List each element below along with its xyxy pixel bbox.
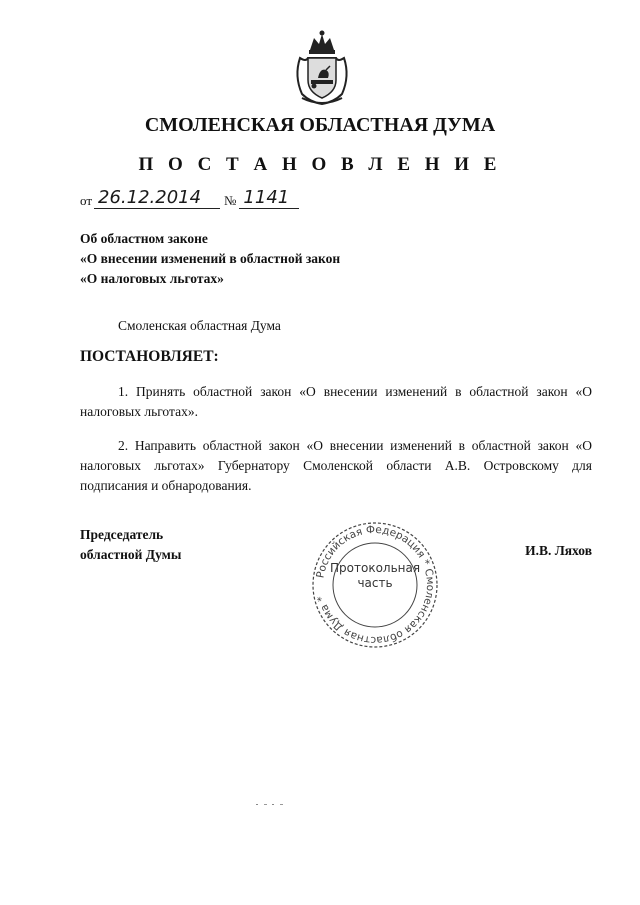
stamp-inner-line: Протокольная [330, 561, 421, 575]
stamp-inner-text [330, 561, 420, 591]
date-from-label: от [80, 193, 93, 208]
signatory-title [80, 525, 181, 565]
smolensk-coat-of-arms-icon [292, 28, 352, 106]
signatory-name: И.В. Ляхов [525, 543, 592, 558]
preamble: Смоленская областная Дума [118, 318, 281, 333]
number-label: № [224, 193, 237, 208]
handwritten-date: 26.12.2014 [94, 188, 220, 209]
subject-line: «О налоговых льготах» [80, 271, 224, 286]
subject-line: «О внесении изменений в областной закон [80, 251, 341, 266]
handwritten-number: 1141 [239, 188, 299, 209]
stamp-ring-text: Российская Федерация * Смоленская областная Дума * [314, 523, 437, 647]
subject-block [80, 229, 340, 289]
organization-title: СМОЛЕНСКАЯ ОБЛАСТНАЯ ДУМА [144, 114, 496, 136]
scan-specks [256, 794, 286, 798]
document-type: П О С Т А Н О В Л Е Н И Е [138, 154, 502, 175]
paragraph-2: 2. Направить областной закон «О внесении изменений в областной закон «О налоговых льготах» Губернатору Смоленской области А.В. Островскому для подписания и обнародования. [80, 438, 592, 493]
decree-word: ПОСТАНОВЛЯЕТ: [80, 348, 219, 365]
signatory-title-line: областной Думы [80, 547, 182, 562]
paragraph-1: 1. Принять областной закон «О внесении изменений в областной закон «О налоговых льготах». [80, 384, 592, 419]
stamp-inner-line: часть [357, 576, 393, 590]
date-number-line [80, 188, 299, 209]
subject-line: Об областном законе [80, 231, 208, 246]
signatory-title-line: Председатель [80, 527, 164, 542]
